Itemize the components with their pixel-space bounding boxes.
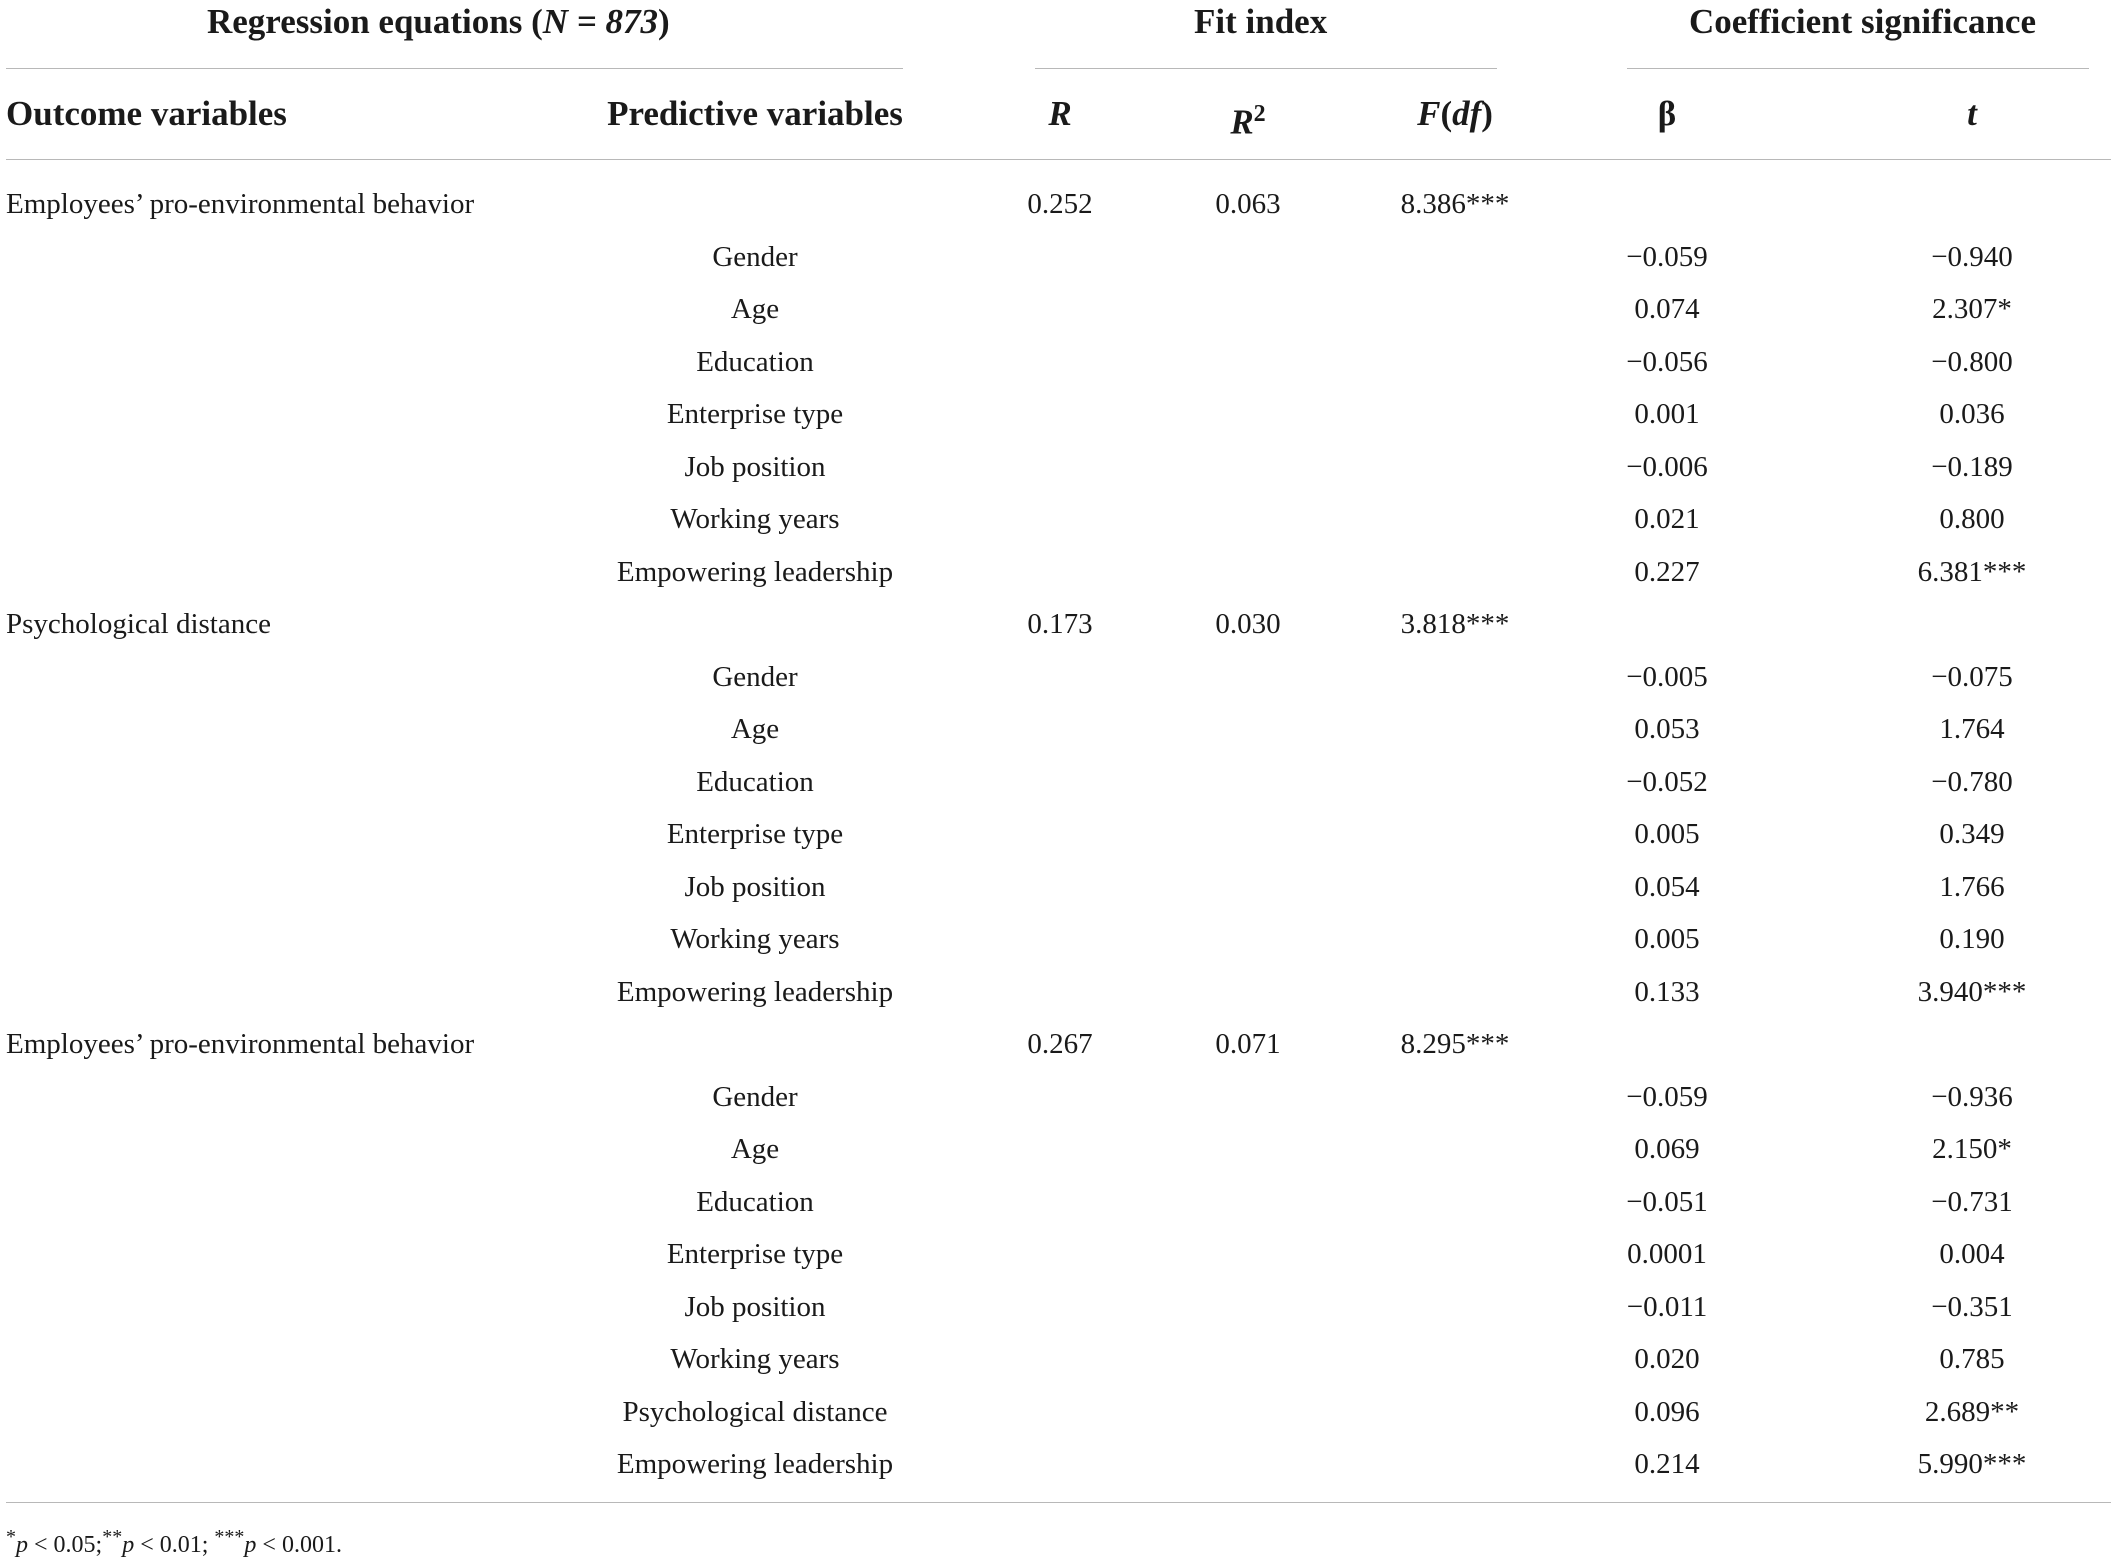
beta-cell: −0.059 (1626, 240, 1708, 273)
beta-cell: 0.020 (1634, 1343, 1700, 1375)
table-bottom-rule (6, 1502, 2111, 1503)
predictor-cell: Gender (712, 240, 798, 273)
beta-cell: −0.052 (1626, 765, 1708, 798)
predictor-cell: Job position (684, 450, 826, 483)
header-bottom-rule (6, 159, 2111, 160)
beta-cell: −0.011 (1626, 1290, 1708, 1323)
beta-cell: −0.005 (1626, 660, 1708, 693)
column-header-predictive: Predictive variables (607, 94, 903, 133)
predictor-cell: Job position (684, 870, 826, 903)
column-header-r2-base: R (1230, 102, 1254, 142)
footnote-stars-2: ** (102, 1526, 123, 1548)
beta-cell: 0.054 (1634, 870, 1700, 903)
outcome-cell: Employees’ pro-environmental behavior (6, 1028, 475, 1060)
column-header-f-label: F (1417, 94, 1441, 133)
t-cell: 2.307* (1932, 293, 2012, 325)
t-cell: −0.780 (1931, 765, 2013, 798)
footnote-threshold-1: < 0.05; (28, 1532, 103, 1558)
outcome-cell: Psychological distance (6, 608, 271, 640)
r-cell: 0.252 (1027, 188, 1093, 220)
t-cell: 0.004 (1939, 1238, 2005, 1270)
t-cell: 1.766 (1939, 870, 2005, 903)
column-header-df-label: df (1452, 94, 1482, 133)
footnote-stars-3: *** (214, 1526, 245, 1548)
beta-cell: 0.001 (1634, 398, 1700, 430)
predictor-cell: Empowering leadership (616, 1448, 894, 1480)
beta-cell: −0.056 (1626, 345, 1708, 378)
table-row (0, 336, 2117, 389)
t-cell: 1.764 (1939, 713, 2005, 745)
r2-cell: 0.063 (1215, 188, 1281, 220)
predictor-cell: Gender (712, 1080, 798, 1113)
t-cell: 0.036 (1939, 398, 2005, 430)
beta-cell: 0.053 (1634, 713, 1700, 745)
beta-cell: −0.059 (1626, 1080, 1708, 1113)
table-row (0, 388, 2117, 441)
t-cell: −0.351 (1931, 1290, 2013, 1323)
table-row (0, 966, 2117, 1019)
column-header-outcome: Outcome variables (6, 94, 287, 133)
group-rule-fit-index (1035, 68, 1497, 69)
footnote-threshold-2: < 0.01; (134, 1532, 215, 1558)
t-cell: 0.349 (1939, 818, 2005, 850)
t-cell: 5.990*** (1917, 1448, 2027, 1480)
column-header-r2 (1168, 92, 1328, 145)
table-row (0, 913, 2117, 966)
predictor-cell: Working years (670, 923, 840, 955)
group-header-regression-prefix: Regression equations ( (207, 2, 543, 41)
table-row (0, 441, 2117, 494)
group-header-regression-n: N = 873 (542, 2, 658, 41)
predictor-cell: Enterprise type (666, 398, 844, 430)
table-row (0, 283, 2117, 336)
table-row (0, 1333, 2117, 1386)
column-header-r-label: R (1048, 94, 1072, 133)
r2-cell: 0.071 (1215, 1028, 1281, 1060)
beta-cell: 0.096 (1634, 1395, 1700, 1428)
table-row (0, 808, 2117, 861)
table-row (0, 1123, 2117, 1176)
footnote-p-1: p (16, 1532, 28, 1558)
predictor-cell: Job position (684, 1290, 826, 1323)
table-row (0, 1386, 2117, 1439)
beta-cell: 0.227 (1634, 555, 1700, 588)
column-header-t-label: t (1967, 94, 1977, 133)
t-cell: −0.936 (1931, 1080, 2013, 1113)
table-row (0, 546, 2117, 599)
beta-cell: 0.021 (1634, 503, 1700, 535)
t-cell: −0.189 (1931, 450, 2013, 483)
predictor-cell: Education (696, 345, 814, 378)
table-footnote (6, 1520, 342, 1562)
predictor-cell: Gender (712, 660, 798, 693)
t-cell: 0.785 (1939, 1343, 2005, 1375)
predictor-cell: Education (696, 765, 814, 798)
predictor-cell: Age (730, 713, 780, 745)
beta-cell: 0.0001 (1627, 1238, 1707, 1270)
group-header-regression (207, 0, 670, 44)
predictor-cell: Working years (670, 503, 840, 535)
footnote-stars-1: * (6, 1526, 16, 1548)
beta-cell: −0.051 (1626, 1185, 1708, 1218)
predictor-cell: Education (696, 1185, 814, 1218)
predictor-cell: Age (730, 293, 780, 325)
table-row (0, 1018, 2117, 1071)
t-cell: 3.940*** (1917, 975, 2027, 1008)
t-cell: −0.940 (1931, 240, 2013, 273)
beta-cell: 0.005 (1634, 923, 1700, 955)
r-cell: 0.173 (1027, 608, 1093, 640)
table-row (0, 493, 2117, 546)
beta-cell: 0.214 (1634, 1448, 1700, 1480)
outcome-cell: Employees’ pro-environmental behavior (6, 188, 475, 220)
group-header-fit-index: Fit index (1194, 2, 1328, 41)
beta-cell: 0.005 (1634, 818, 1700, 850)
t-cell: 0.800 (1939, 503, 2005, 535)
t-cell: 2.150* (1932, 1133, 2012, 1165)
t-cell: 6.381*** (1917, 555, 2027, 588)
r-cell: 0.267 (1027, 1028, 1093, 1060)
predictor-cell: Psychological distance (622, 1395, 888, 1428)
t-cell: −0.731 (1931, 1185, 2013, 1218)
table-row (0, 1438, 2117, 1491)
f-cell: 8.295*** (1400, 1028, 1510, 1060)
predictor-cell: Age (730, 1133, 780, 1165)
beta-cell: 0.069 (1634, 1133, 1700, 1165)
predictor-cell: Working years (670, 1343, 840, 1375)
f-cell: 3.818*** (1400, 608, 1510, 640)
column-header-r2-superscript: 2 (1253, 101, 1266, 127)
predictor-cell: Empowering leadership (616, 555, 894, 588)
table-row (0, 651, 2117, 704)
f-cell: 8.386*** (1400, 188, 1510, 220)
beta-cell: −0.006 (1626, 450, 1708, 483)
table-row (0, 1176, 2117, 1229)
beta-cell: 0.074 (1634, 293, 1700, 325)
table-row (0, 1228, 2117, 1281)
t-cell: −0.800 (1931, 345, 2013, 378)
table-row (0, 231, 2117, 284)
table-row (0, 1071, 2117, 1124)
footnote-p-3: p (244, 1532, 257, 1558)
predictor-cell: Enterprise type (666, 818, 844, 850)
t-cell: 2.689** (1924, 1395, 2020, 1428)
table-row (0, 1281, 2117, 1334)
table-row (0, 703, 2117, 756)
table-row (0, 598, 2117, 651)
group-header-regression-suffix: ) (658, 2, 670, 41)
footnote-threshold-3: < 0.001. (256, 1532, 342, 1558)
column-header-r (980, 92, 1140, 136)
group-rule-regression (6, 68, 903, 69)
predictor-cell: Enterprise type (666, 1238, 844, 1270)
t-cell: 0.190 (1939, 923, 2005, 955)
beta-cell: 0.133 (1634, 975, 1700, 1008)
predictor-cell: Empowering leadership (616, 975, 894, 1008)
r2-cell: 0.030 (1215, 608, 1281, 640)
table-row (0, 861, 2117, 914)
table-row (0, 756, 2117, 809)
column-header-beta: β (1657, 94, 1677, 133)
group-rule-coefficient (1627, 68, 2089, 69)
footnote-p-2: p (122, 1532, 135, 1558)
table-row (0, 178, 2117, 231)
group-header-coefficient-significance: Coefficient significance (1689, 2, 2036, 41)
t-cell: −0.075 (1931, 660, 2013, 693)
column-header-t (1892, 92, 2052, 136)
column-header-f-df: F(df) (1417, 94, 1493, 133)
